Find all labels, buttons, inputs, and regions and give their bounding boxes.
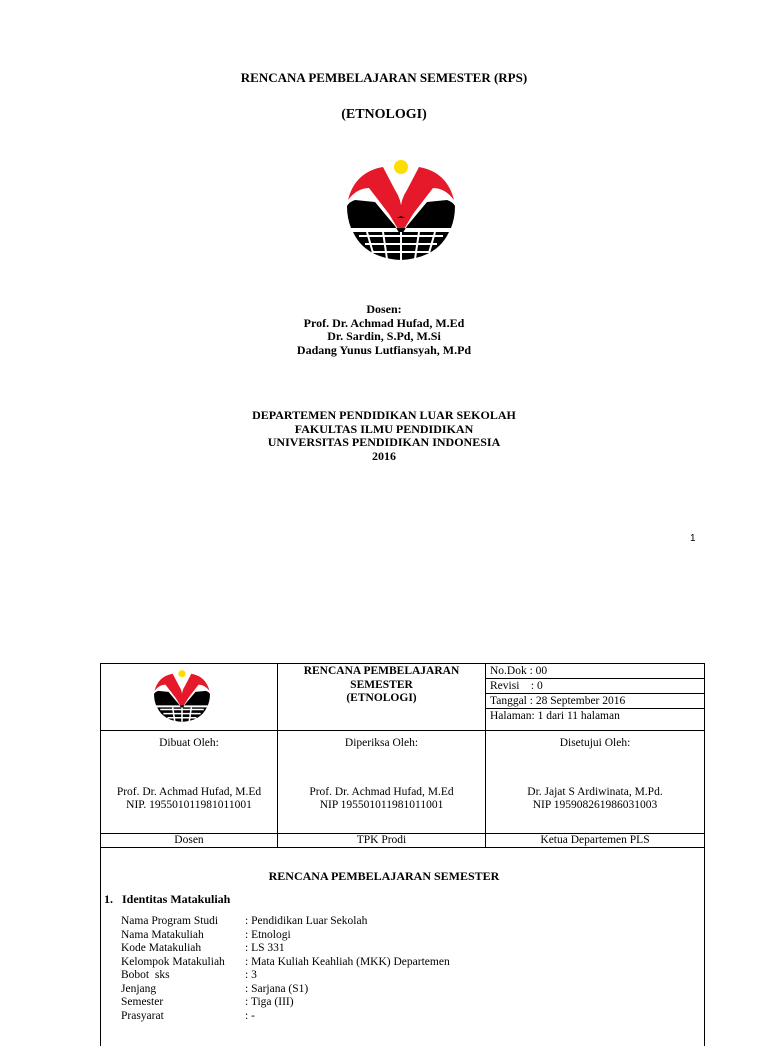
signature-name: Prof. Dr. Achmad Hufad, M.Ed [116,786,262,798]
identity-value: : - [245,1009,255,1022]
identity-key: Nama Matakuliah [121,928,204,941]
signature-nip: NIP. 195501011981011001 [126,799,252,811]
signature-cell-reviewer [278,731,486,834]
identity-row [121,1010,450,1024]
identity-row [121,915,450,929]
identity-row [121,929,450,943]
identity-row [121,969,450,983]
signature-cell-approver [486,731,705,834]
identity-key: Semester [121,996,164,1008]
signature-nip: NIP 195501011981011001 [319,799,444,811]
section-heading [104,892,230,907]
body-heading: RENCANA PEMBELAJARAN SEMESTER [268,869,500,883]
university-logo [345,158,457,267]
identity-row [121,956,450,970]
signature-cell-author [101,731,278,834]
signature-role: Disetujui Oleh: [559,737,631,749]
identity-row [121,996,450,1010]
identity-value: : LS 331 [245,942,285,954]
identity-row [121,983,450,997]
identity-value: : Tiga (III) [245,996,294,1008]
identity-value: : Sarjana (S1) [245,982,309,995]
identity-key: Kode Matakuliah [121,942,202,954]
signature-nip: NIP 195908261986031003 [532,799,658,811]
header-title-cell [278,664,486,731]
doc-info-cell [486,664,705,731]
signature-position: Ketua Departemen PLS [486,834,705,848]
university-logo-small [153,668,211,727]
identity-value: : 3 [245,969,257,981]
identity-key: Jenjang [121,982,157,995]
doc-date: Tanggal : 28 September 2016 [486,694,704,709]
identity-value: : Mata Kuliah Keahliah (MKK) Departemen [245,955,450,968]
identity-row [121,942,450,956]
dosen-block [0,303,768,357]
signature-name: Dr. Jajat S Ardiwinata, M.Pd. [527,786,663,798]
header-title: RENCANA PEMBELAJARAN [303,665,460,677]
section-number: 1. [104,892,113,906]
identity-key: Kelompok Matakuliah [121,955,225,968]
cover-title: RENCANA PEMBELAJARAN SEMESTER (RPS) [240,70,528,85]
signature-position: TPK Prodi [278,834,486,848]
signature-name: Prof. Dr. Achmad Hufad, M.Ed [309,786,454,798]
university-name: UNIVERSITAS PENDIDIKAN INDONESIA [267,435,501,449]
dosen-name: Dr. Sardin, S.Pd, M.Si [327,329,441,343]
identity-value: : Etnologi [245,928,291,941]
faculty-name: FAKULTAS ILMU PENDIDIKAN [294,421,474,436]
header-subtitle: (ETNOLOGI) [346,692,417,704]
document-header-table [100,663,705,848]
identity-list [121,915,450,1023]
year: 2016 [372,448,396,463]
doc-number: No.Dok : 00 [486,664,704,679]
identity-key: Nama Program Studi [121,915,219,927]
cover-subtitle: (ETNOLOGI) [341,107,427,122]
identity-value: : Pendidikan Luar Sekolah [245,915,368,927]
dosen-name: Dadang Yunus Lutfiansyah, M.Pd [296,342,472,357]
dosen-name: Prof. Dr. Achmad Hufad, M.Ed [303,315,465,330]
dosen-label: Dosen: [366,302,402,316]
header-title: SEMESTER [350,678,413,691]
signature-role: Diperiksa Oleh: [344,737,419,749]
doc-pages: Halaman: 1 dari 11 halaman [490,710,620,722]
signature-position: Dosen [101,834,278,848]
section-title: Identitas Matakuliah [122,892,231,906]
institution-block [0,409,768,463]
department-name: DEPARTEMEN PENDIDIKAN LUAR SEKOLAH [252,408,516,422]
signature-role: Dibuat Oleh: [159,737,219,749]
logo-cell [101,664,278,731]
doc-revision: Revisi : 0 [486,679,704,694]
page-number: 1 [690,533,696,544]
identity-key: Bobot sks [121,969,170,981]
identity-key: Prasyarat [121,1009,164,1022]
